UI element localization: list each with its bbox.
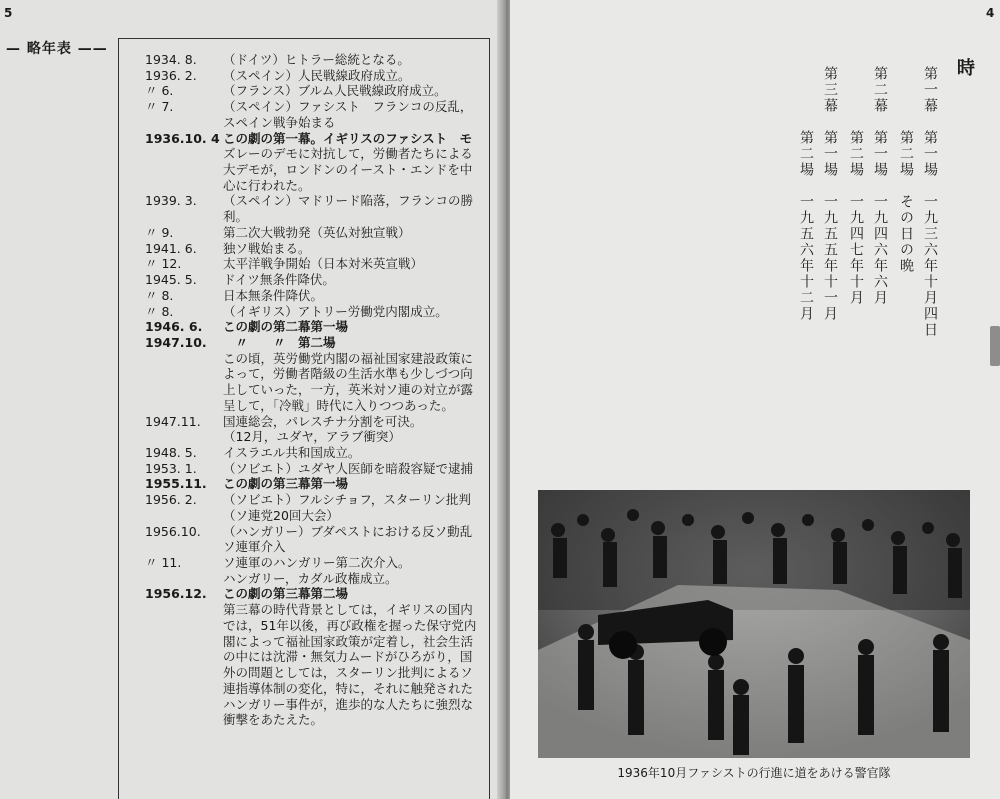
chronology-text: ズレーのデモに対抗して，労働者たちによる [223,146,473,162]
chronology-text: 大デモが，ロンドンのイースト・エンドを中 [223,162,473,178]
scene-column: 第三幕 第一場 一九五五年十一月 [822,66,838,322]
chronology-date: 1946. 6. [145,319,203,335]
right-page-number: 4 [986,6,995,20]
chronology-text: 〃 〃 第二場 [223,334,336,350]
chronology-text: この劇の第三幕第二場 [223,586,349,602]
chronology-date: 〃 6. [145,83,174,99]
chronology-text: ソ連軍のハンガリー第二次介入。 [223,555,411,571]
chronology-date: 〃 8. [145,303,174,319]
historical-photo [538,490,970,758]
chronology-date: 〃 8. [145,287,174,303]
chronology-text: 国連総会，パレスチナ分割を可決。 [223,413,423,429]
chronology-date: 1956.12. [145,586,207,602]
chronology-text: 独ソ戦始まる。 [223,240,311,256]
chronology-text: この劇の第三幕第一場 [223,476,349,492]
chronology-text: （イギリス）アトリー労働党内閣成立。 [223,303,448,319]
chronology-text: 外の問題としては，スターリン批判によるソ [223,665,473,681]
chronology-text: ハンガリー事件が，進歩的な人たちに強烈な [223,696,474,712]
scene-column: 第二場 一九五六年十二月 [798,66,814,322]
chronology-text: （12月，ユダヤ，アラブ衝突） [223,429,401,445]
chronology-text: スペイン戦争始まる [223,114,336,130]
chronology-text: （ソビエト）フルシチョフ，スターリン批判 [223,492,471,508]
chronology-date: 1956. 2. [145,492,197,508]
chronology-date: 〃 11. [145,555,182,571]
chronology-date: 1936.10. 4 [145,130,220,146]
chronology-date: 〃 12. [145,256,182,272]
crowd-photo-image [538,490,970,758]
chronology-text: （スペイン）ファシスト フランコの反乱， [223,99,473,115]
chronology-text: 太平洋戦争開始（日本対米英宣戦） [223,256,424,272]
chronology-text: の中には沈滞・無気力ムードがひろがり，国 [223,649,473,665]
scene-column: 第二幕 第一場 一九四六年六月 [872,66,888,306]
left-page-number: 5 [4,6,13,20]
chronology-date: 1945. 5. [145,272,197,288]
chronology-text: （スペイン）マドリード陥落，フランコの勝 [223,193,474,209]
chronology-text: イスラエル共和国成立。 [223,445,361,460]
chronology-text: ハンガリー，カダル政権成立。 [223,570,398,586]
photo-caption: 1936年10月ファシストの行進に道をあける警官隊 [617,766,891,780]
chronology-date: 1936. 2. [145,67,197,83]
chronology-text: この頃，英労働党内閣の福祉国家建設政策に [223,350,474,366]
chronology-date: 1956.10. [145,523,201,539]
chronology-date: 1941. 6. [145,240,197,256]
scene-column: 第二場 その日の晩 [898,66,914,274]
chronology-text: ドイツ無条件降伏。 [223,272,335,288]
chronology-text: 利。 [223,209,249,225]
chronology-text: この劇の第一幕。イギリスのファシスト モ [223,130,473,146]
chronology-text: では，51年以後，再び政権を握った保守党内 [223,617,477,633]
chronology-heading: — 略年表 —— [6,41,108,57]
chronology-date: 〃 9. [145,224,174,240]
chronology-text: （スペイン）人民戦線政府成立。 [223,67,411,83]
chronology-date: 1939. 3. [145,193,197,209]
chronology-text: 閣によって福祉国家政策が定着し，社会生活 [223,633,474,649]
page-tab-marker [990,326,1000,366]
chronology-text: ソ連軍介入 [223,539,286,555]
time-title: 時 [954,58,975,78]
chronology-text: よって，労働者階級の生活水準も少しづつ向 [223,366,473,382]
chronology-text: この劇の第二幕第一場 [223,319,349,335]
chronology-text: 衝撃をあたえた。 [223,712,324,728]
chronology-text: 呈して，「冷戦」時代に入りつつあった。 [223,397,454,413]
chronology-text: 連指導体制の変化，特に，それに触発された [223,680,474,696]
scene-column: 第二場 一九四七年十月 [848,66,864,306]
chronology-text: （ドイツ）ヒトラー総統となる。 [223,52,410,67]
chronology-text: 日本無条件降伏。 [223,287,324,303]
chronology-text: （ハンガリー）ブダペストにおける反ソ動乱 [223,523,473,539]
chronology-text: 第二次大戦勃発（英仏対独宣戦） [223,224,411,240]
chronology-date: 1953. 1. [145,460,197,476]
chronology-date: 1947.11. [145,413,201,429]
chronology-date: 1947.10. [145,334,207,350]
chronology-text: 第三幕の時代背景としては，イギリスの国内 [223,602,473,618]
chronology-text: 心に行われた。 [223,177,311,193]
chronology-text: （ソビエト）ユダヤ人医師を暗殺容疑で逮捕 [223,460,474,476]
chronology-date: 1948. 5. [145,445,197,460]
chronology-date: 1934. 8. [145,52,197,67]
chronology-text: （ソ連党20回大会） [223,507,339,523]
scene-column: 第一幕 第一場 一九三六年十月四日 [922,66,938,338]
chronology-text: （フランス）ブルム人民戦線政府成立。 [223,83,447,99]
chronology-date: 〃 7. [145,99,174,115]
chronology-date: 1955.11. [145,476,207,492]
chronology-text: 上していった，一方，英米対ソ連の対立が露 [223,382,474,398]
